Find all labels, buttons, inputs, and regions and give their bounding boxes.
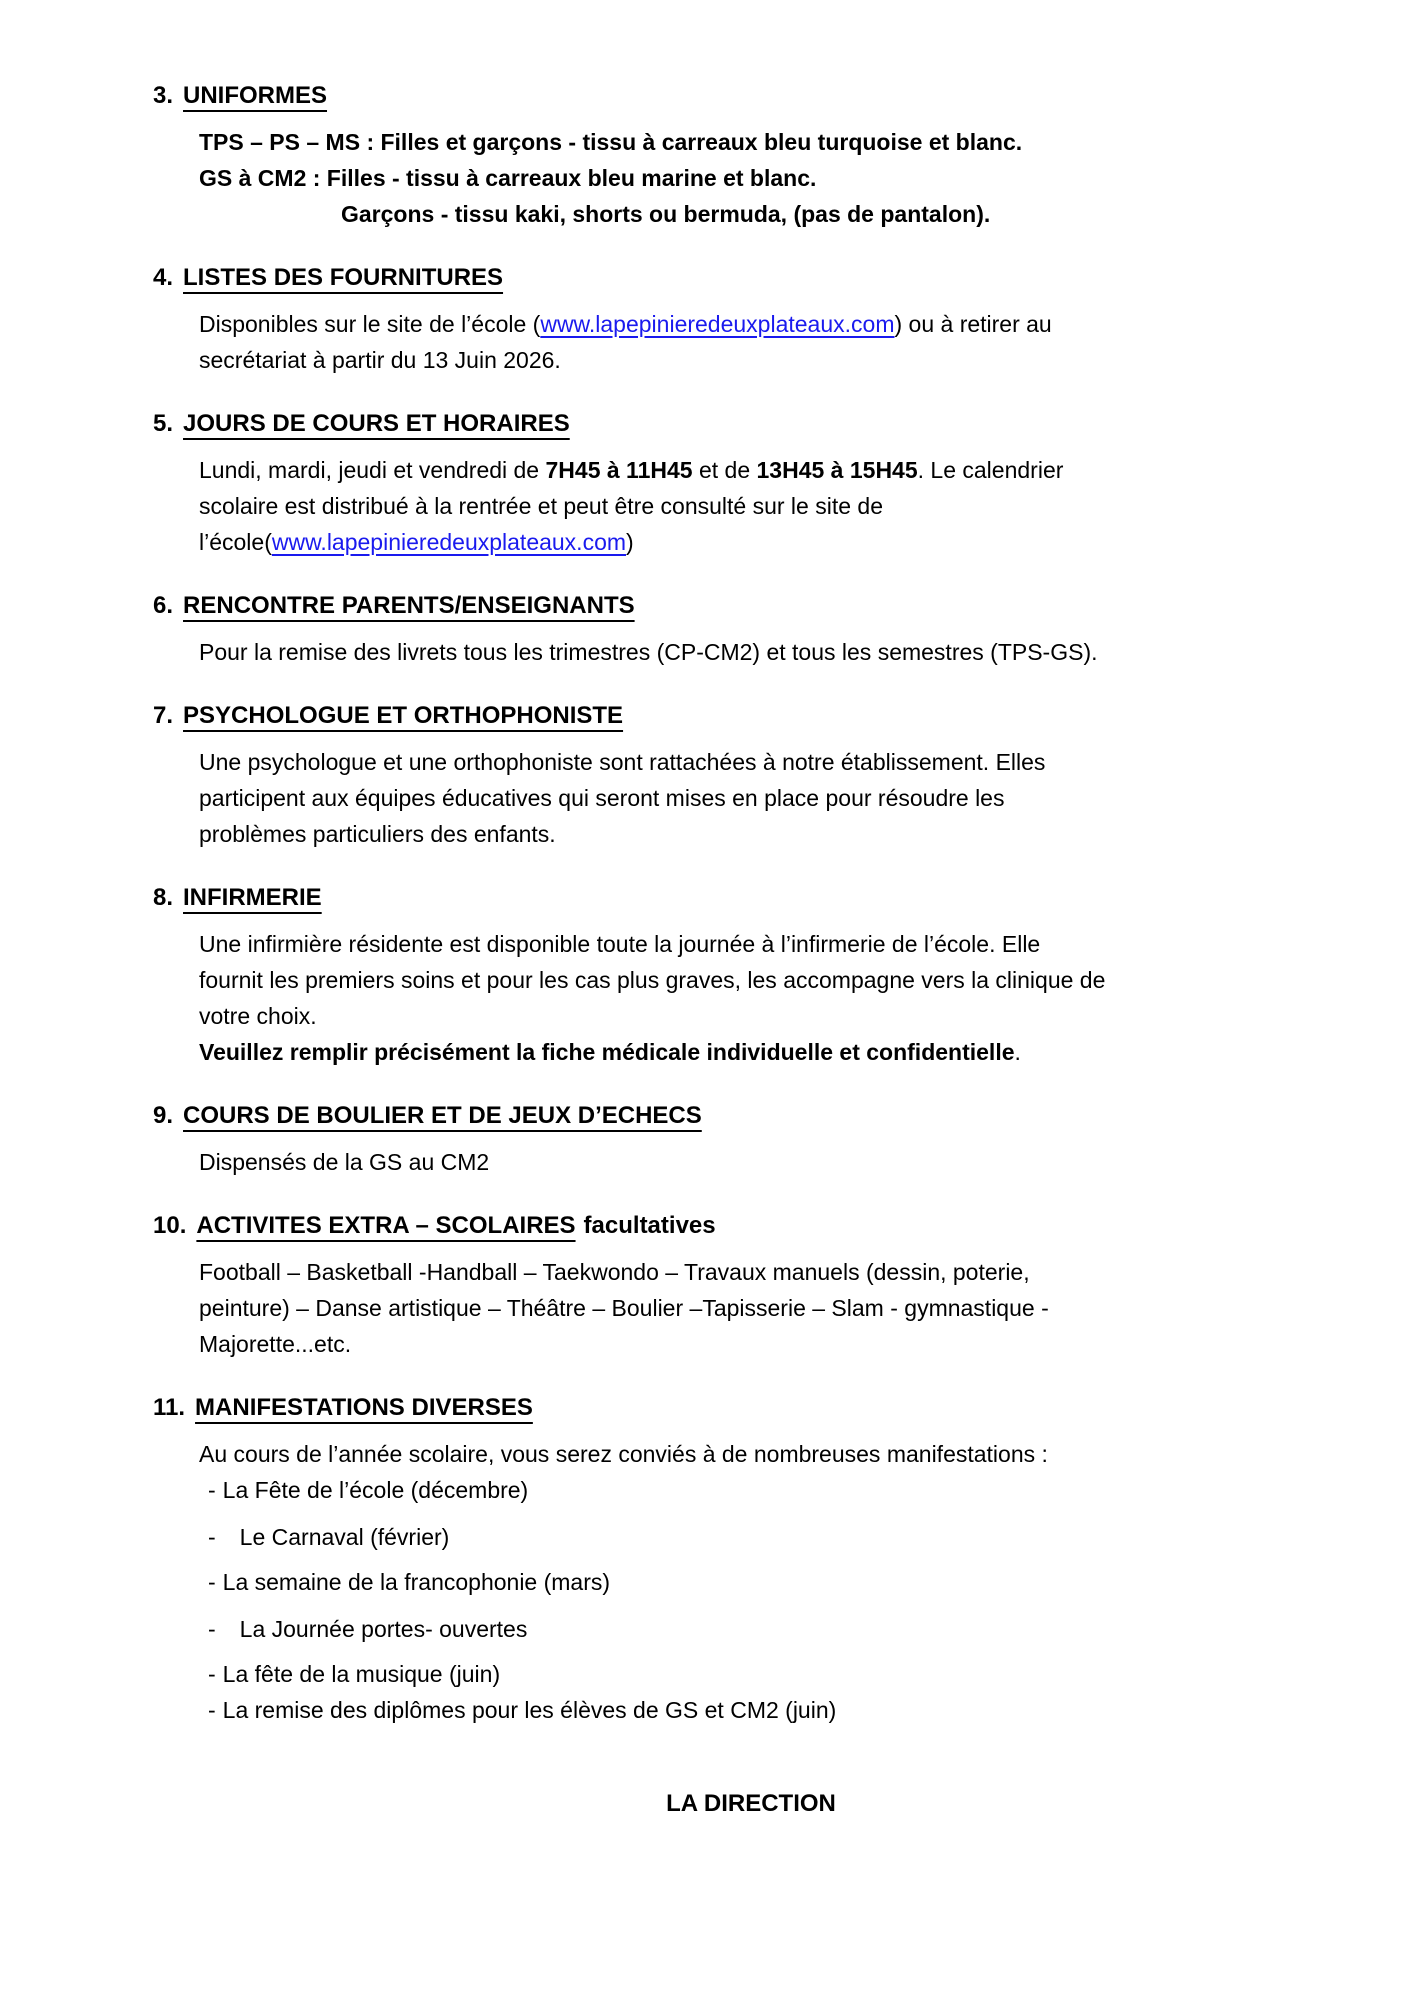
paragraph-line [199, 1326, 1294, 1362]
section-body [199, 1144, 1294, 1180]
section-manifestations [153, 1392, 1294, 1728]
bold-run: 13H45 à 15H45 [756, 457, 918, 483]
text-run: votre choix. [199, 1003, 317, 1029]
text-run: l’école( [199, 529, 272, 555]
text-run: problèmes particuliers des enfants. [199, 821, 556, 847]
list-bullet: - [208, 1661, 216, 1687]
section-body [199, 1436, 1294, 1472]
heading-title: RENCONTRE PARENTS/ENSEIGNANTS [183, 592, 635, 619]
paragraph-line [199, 998, 1294, 1034]
paragraph-line [199, 744, 1294, 780]
list-item-label: La Fête de l’école (décembre) [222, 1477, 529, 1503]
text-run: fournit les premiers soins et pour les cas plus graves, les accompagne vers la clinique de [199, 967, 1106, 993]
paragraph-line [199, 1034, 1294, 1070]
text-run: Football – Basketball -Handball – Taekwondo – Travaux manuels (dessin, poterie, [199, 1259, 1030, 1285]
text-run: Lundi, mardi, jeudi et vendredi de [199, 457, 546, 483]
section-body [199, 452, 1294, 560]
paragraph-line [199, 488, 1294, 524]
list-bullet: - [208, 1616, 216, 1642]
section-heading [153, 700, 1294, 732]
paragraph-line [199, 816, 1294, 852]
heading-number: 3. [153, 82, 174, 109]
section-heading [153, 590, 1294, 622]
heading-title: PSYCHOLOGUE ET ORTHOPHONISTE [183, 702, 624, 729]
text-run: Une infirmière résidente est disponible toute la journée à l’infirmerie de l’école. Elle [199, 931, 1041, 957]
text-run: peinture) – Danse artistique – Théâtre – Boulier –Tapisserie – Slam - gymnastique - [199, 1295, 1049, 1321]
heading-number: 8. [153, 884, 174, 911]
paragraph-line [199, 1144, 1294, 1180]
text-run: Majorette...etc. [199, 1331, 352, 1357]
list-item [199, 1472, 1294, 1508]
paragraph-line [199, 780, 1294, 816]
section-activites-extrascolaires [153, 1210, 1294, 1362]
fournitures-website-link[interactable]: www.lapepinieredeuxplateaux.com [540, 311, 895, 337]
heading-title: COURS DE BOULIER ET DE JEUX D’ECHECS [183, 1102, 702, 1129]
text-run: participent aux équipes éducatives qui seront mises en place pour résoudre les [199, 785, 1005, 811]
text-run: et de [692, 457, 757, 483]
section-heading [153, 80, 1294, 112]
section-uniformes [153, 80, 1294, 232]
text-run: ) ou à retirer au [894, 311, 1052, 337]
text-run: secrétariat à partir du 13 Juin 2026. [199, 347, 561, 373]
paragraph-line [199, 1254, 1294, 1290]
text-run: Dispensés de la GS au CM2 [199, 1149, 490, 1175]
heading-number: 10. [153, 1212, 187, 1239]
heading-number: 11. [153, 1394, 186, 1421]
text-run: Au cours de l’année scolaire, vous serez conviés à de nombreuses manifestations : [199, 1441, 1048, 1467]
section-fournitures [153, 262, 1294, 378]
paragraph-line [199, 342, 1294, 378]
section-body [199, 306, 1294, 378]
paragraph-line [199, 634, 1294, 670]
text-run: Pour la remise des livrets tous les trimestres (CP-CM2) et tous les semestres (TPS-GS). [199, 639, 1098, 665]
heading-number: 5. [153, 410, 174, 437]
text-run: Disponibles sur le site de l’école ( [199, 311, 541, 337]
paragraph-line [199, 524, 1294, 560]
section-body [199, 926, 1294, 1070]
text-run: scolaire est distribué à la rentrée et peut être consulté sur le site de [199, 493, 883, 519]
paragraph-line [199, 160, 1294, 196]
list-item [199, 1611, 1294, 1647]
section-heading [153, 882, 1294, 914]
list-bullet: - [208, 1524, 216, 1550]
text-run: . [1014, 1039, 1021, 1065]
section-heading [153, 408, 1294, 440]
heading-title: UNIFORMES [183, 82, 328, 109]
heading-suffix: facultatives [583, 1212, 716, 1239]
horaires-website-link[interactable]: www.lapepinieredeuxplateaux.com [271, 529, 627, 555]
list-bullet: - [208, 1697, 216, 1723]
list-item [199, 1564, 1294, 1600]
section-heading [153, 1392, 1294, 1424]
section-heading [153, 262, 1294, 294]
text-run: TPS – PS – MS : Filles et garçons - tissu à carreaux bleu turquoise et blanc. [199, 129, 1023, 155]
paragraph-line [199, 962, 1294, 998]
text-run: Une psychologue et une orthophoniste sont rattachées à notre établissement. Elles [199, 749, 1046, 775]
list-item [199, 1519, 1294, 1555]
list-item-label: La remise des diplômes pour les élèves de GS et CM2 (juin) [222, 1697, 837, 1723]
section-psychologue [153, 700, 1294, 852]
section-horaires [153, 408, 1294, 560]
paragraph-line [199, 196, 1294, 232]
list-bullet: - [208, 1477, 216, 1503]
paragraph-line [199, 306, 1294, 342]
list-item-label: La Journée portes- ouvertes [239, 1616, 528, 1642]
section-body [199, 634, 1294, 670]
section-heading [153, 1100, 1294, 1132]
list-item-label: Le Carnaval (février) [239, 1524, 450, 1550]
heading-number: 9. [153, 1102, 174, 1129]
text-run: Garçons - tissu kaki, shorts ou bermuda, (pas de pantalon). [341, 201, 991, 227]
paragraph-line [199, 1436, 1294, 1472]
heading-title: MANIFESTATIONS DIVERSES [195, 1394, 533, 1421]
paragraph-line [199, 452, 1294, 488]
heading-number: 7. [153, 702, 174, 729]
section-rencontre-parents [153, 590, 1294, 670]
heading-title: ACTIVITES EXTRA – SCOLAIRES [196, 1212, 576, 1239]
list-item-label: La fête de la musique (juin) [222, 1661, 501, 1687]
manifestations-list [199, 1472, 1294, 1728]
paragraph-line [199, 926, 1294, 962]
heading-number: 6. [153, 592, 174, 619]
heading-title: JOURS DE COURS ET HORAIRES [183, 410, 570, 437]
list-item-label: La semaine de la francophonie (mars) [222, 1569, 611, 1595]
text-run: . Le calendrier [917, 457, 1064, 483]
bold-run: Veuillez remplir précisément la fiche médicale individuelle et confidentielle [199, 1039, 1015, 1065]
section-heading [153, 1210, 1294, 1242]
section-boulier-echecs [153, 1100, 1294, 1180]
list-item [199, 1692, 1294, 1728]
list-bullet: - [208, 1569, 216, 1595]
paragraph-line [199, 124, 1294, 160]
footer-signature: LA DIRECTION [666, 1790, 836, 1817]
text-run: GS à CM2 : Filles - tissu à carreaux bleu marine et blanc. [199, 165, 817, 191]
section-body [199, 1254, 1294, 1362]
text-run: ) [626, 529, 634, 555]
heading-number: 4. [153, 264, 174, 291]
section-infirmerie [153, 882, 1294, 1070]
paragraph-line [199, 1290, 1294, 1326]
heading-title: INFIRMERIE [183, 884, 322, 911]
heading-title: LISTES DES FOURNITURES [183, 264, 504, 291]
section-body [199, 744, 1294, 852]
section-body [199, 124, 1294, 232]
bold-run: 7H45 à 11H45 [545, 457, 693, 483]
list-item [199, 1656, 1294, 1692]
